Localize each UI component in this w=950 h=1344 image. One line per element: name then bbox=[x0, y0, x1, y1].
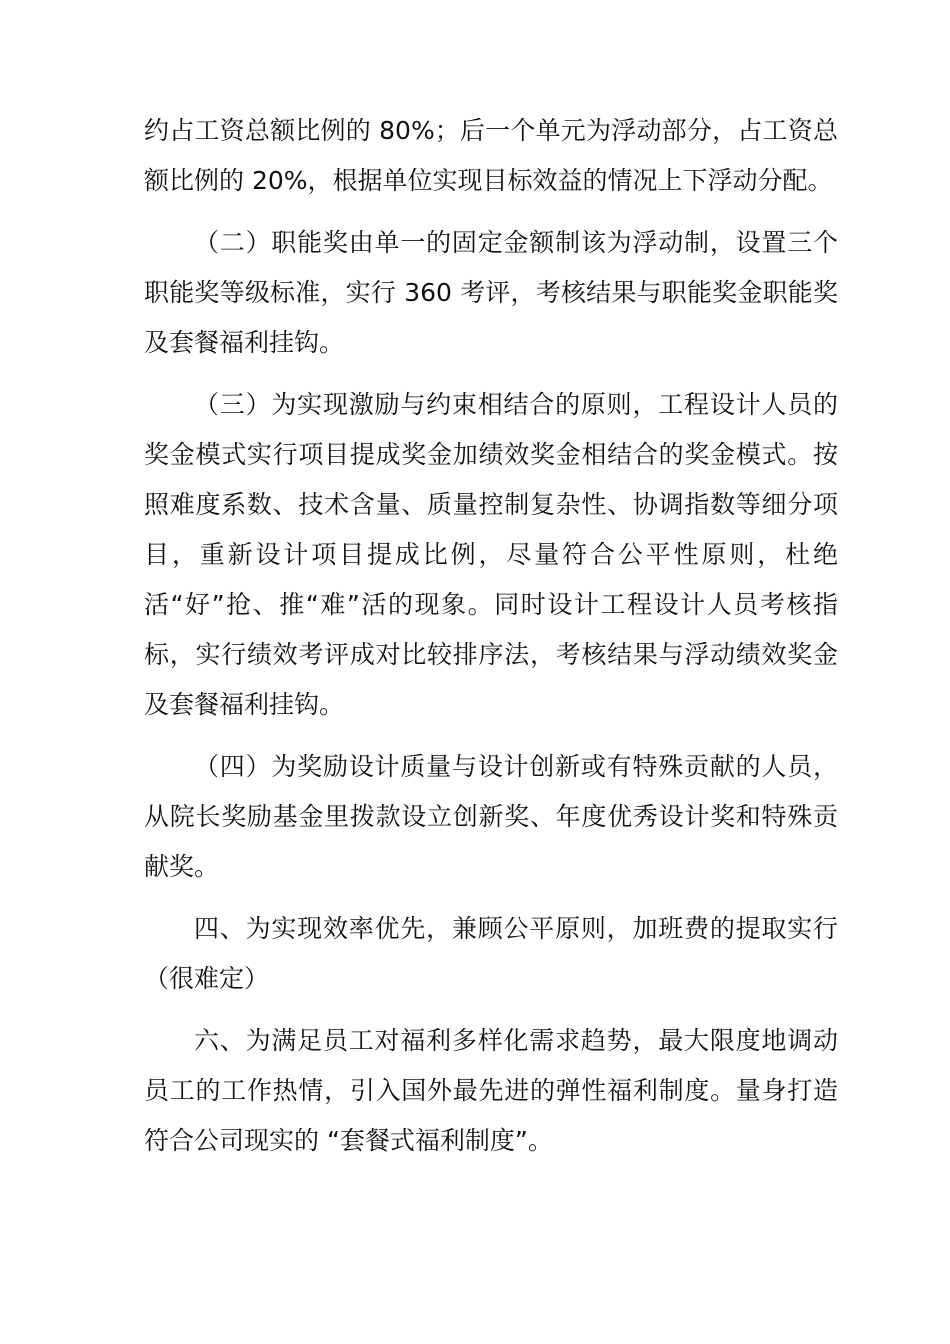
paragraph-5 bbox=[144, 904, 838, 1004]
paragraph-6 bbox=[144, 1016, 838, 1166]
paragraph-2 bbox=[144, 218, 838, 368]
document-body bbox=[144, 106, 838, 1178]
paragraph-1-text: 约占工资总额比例的 80%；后一个单元为浮动部分，占工资总额比例的 20%，根据单位实现目标效益的情况上下浮动分配。 bbox=[144, 116, 838, 195]
paragraph-2-text: （二）职能奖由单一的固定金额制该为浮动制，设置三个职能奖等级标准，实行 360 考评，考核结果与职能奖金职能奖及套餐福利挂钩。 bbox=[144, 228, 838, 357]
paragraph-1 bbox=[144, 106, 838, 206]
paragraph-3 bbox=[144, 380, 838, 730]
paragraph-3-text: （三）为实现激励与约束相结合的原则，工程设计人员的奖金模式实行项目提成奖金加绩效奖金相结合的奖金模式。按照难度系数、技术含量、质量控制复杂性、协调指数等细分项目，重新设计项目提成比例，尽量符合公平性原则，杜绝活“好”抢、推“难”活的现象。同时设计工程设计人员考核指标，实行绩效考评成对比较排序法，考核结果与浮动绩效奖金及套餐福利挂钩。 bbox=[144, 390, 838, 719]
paragraph-5-text: 四、为实现效率优先，兼顾公平原则，加班费的提取实行（很难定） bbox=[144, 914, 838, 993]
paragraph-4-text: （四）为奖励设计质量与设计创新或有特殊贡献的人员，从院长奖励基金里拨款设立创新奖、年度优秀设计奖和特殊贡献奖。 bbox=[144, 752, 838, 881]
paragraph-4 bbox=[144, 742, 838, 892]
paragraph-6-text: 六、为满足员工对福利多样化需求趋势，最大限度地调动员工的工作热情，引入国外最先进的弹性福利制度。量身打造符合公司现实的 “套餐式福利制度”。 bbox=[144, 1026, 838, 1155]
